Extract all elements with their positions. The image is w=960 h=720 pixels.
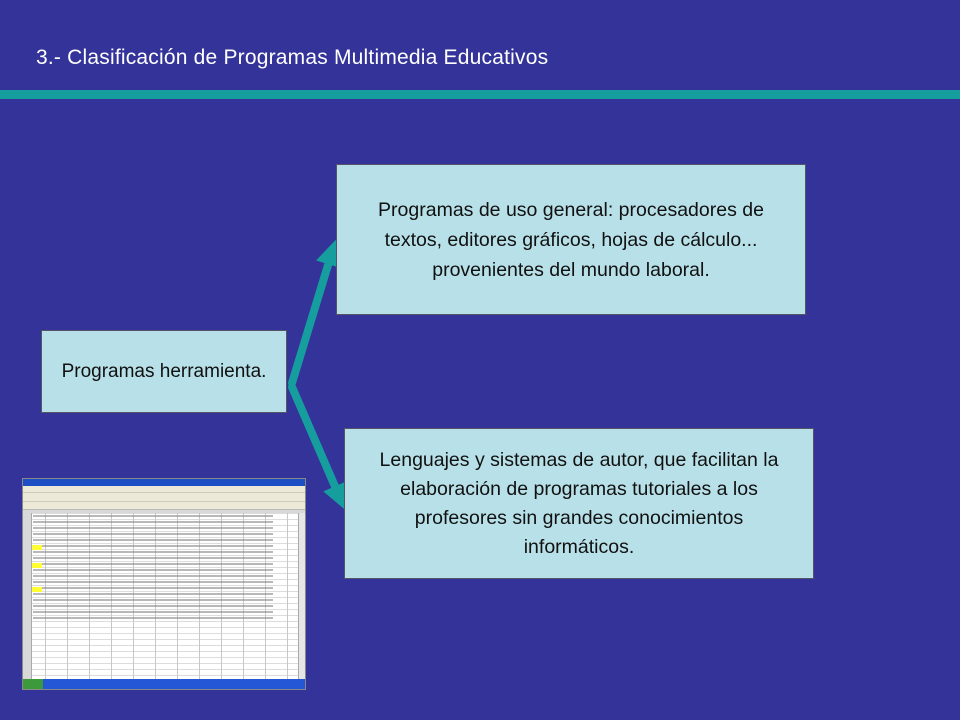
thumb-toolbar: [23, 493, 305, 502]
root-node-box: [41, 330, 287, 413]
arrow-to-top-box: [292, 252, 332, 383]
thumb-data-rows: [33, 515, 273, 625]
thumb-formula-bar: [23, 502, 305, 510]
thumb-start-button: [23, 679, 43, 689]
slide-title: 3.- Clasificación de Programas Multimedia Educativos: [36, 46, 549, 69]
root-node-label: Programas herramienta.: [61, 361, 267, 382]
branch-general-use-label: Programas de uso general: procesadores de textos, editores gráficos, hojas de cálculo... provenientes del mundo laboral.: [378, 198, 764, 281]
thumb-highlight-cell: [32, 587, 42, 592]
thumb-titlebar: [23, 479, 305, 486]
branch-authoring-box: [344, 428, 814, 579]
thumb-menubar: [23, 486, 305, 493]
thumb-scrollbar: [298, 513, 305, 679]
branch-authoring-label: Lenguajes y sistemas de autor, que facilitan la elaboración de programas tutoriales a los profesores sin grandes conocimientos informáticos.: [379, 448, 779, 558]
thumb-highlight-cell: [32, 563, 42, 568]
spreadsheet-screenshot: [22, 478, 306, 690]
thumb-taskbar: [23, 679, 305, 689]
thumb-row-headers: [23, 513, 32, 679]
thumb-highlight-cell: [32, 545, 42, 550]
branch-general-use-box: [336, 164, 806, 315]
